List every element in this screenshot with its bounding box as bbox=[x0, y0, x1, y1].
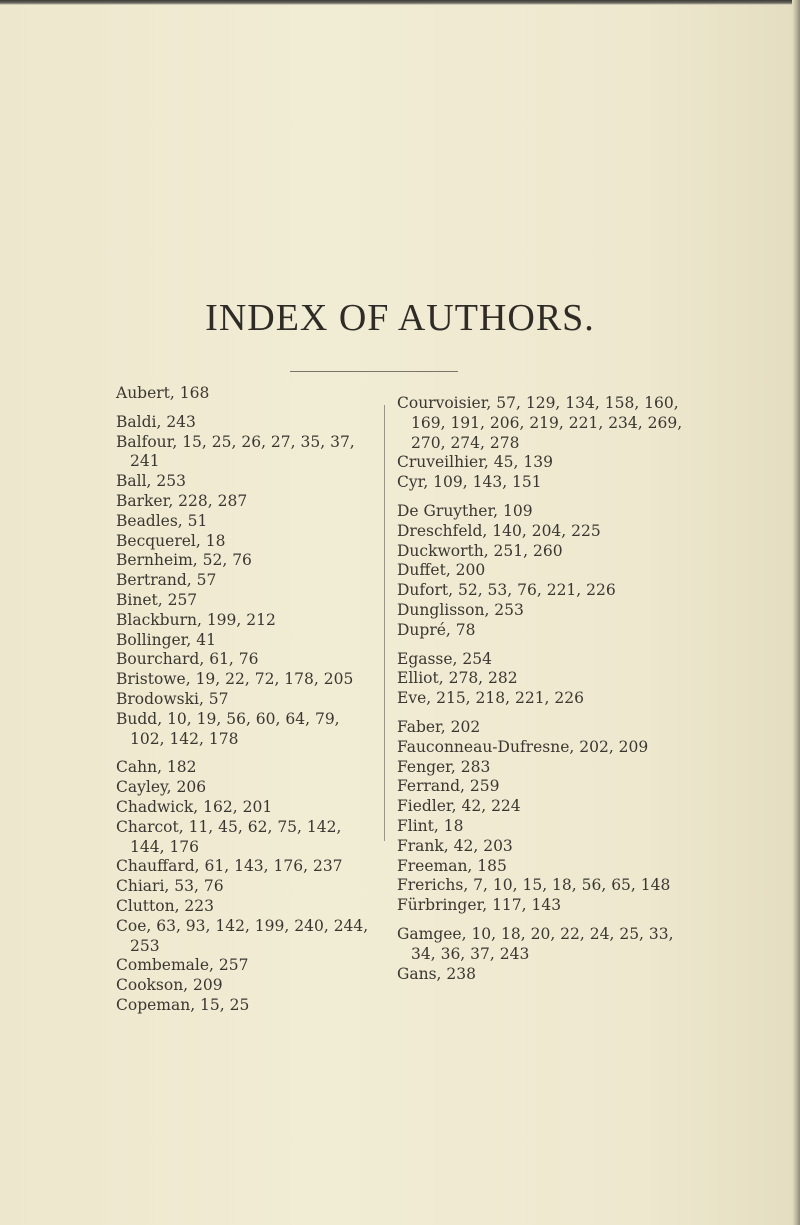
index-entry: Flint, 18 bbox=[397, 816, 464, 835]
index-entry: De Gruyther, 109 bbox=[397, 501, 533, 520]
index-entry: Cruveilhier, 45, 139 bbox=[397, 453, 553, 472]
index-entry: Bernheim, 52, 76 bbox=[116, 551, 252, 570]
index-column-left bbox=[116, 384, 378, 1016]
title-rule bbox=[290, 371, 458, 372]
index-entry: Egasse, 254 bbox=[397, 649, 492, 668]
index-entry: Elliot, 278, 282 bbox=[397, 669, 518, 688]
index-entry: Chiari, 53, 76 bbox=[116, 877, 224, 896]
index-entry: Duckworth, 251, 260 bbox=[397, 541, 563, 560]
index-entry: Bertrand, 57 bbox=[116, 571, 217, 590]
index-entry: Bourchard, 61, 76 bbox=[116, 650, 259, 669]
index-entry: Clutton, 223 bbox=[116, 896, 215, 915]
index-entry: Ferrand, 259 bbox=[397, 777, 500, 796]
page-top-shadow bbox=[0, 0, 800, 5]
index-entry: Faber, 202 bbox=[397, 717, 481, 736]
index-entry: Bollinger, 41 bbox=[116, 630, 216, 649]
index-entry: Coe, 63, 93, 142, 199, 240, 244, 253 bbox=[116, 916, 369, 955]
index-entry: Aubert, 168 bbox=[116, 384, 210, 402]
index-entry: Eve, 215, 218, 221, 226 bbox=[397, 689, 584, 708]
index-entry: Dreschfeld, 140, 204, 225 bbox=[397, 521, 601, 540]
index-entry: Dupré, 78 bbox=[397, 620, 476, 639]
index-entry: Cyr, 109, 143, 151 bbox=[397, 473, 542, 492]
index-entry: Frank, 42, 203 bbox=[397, 836, 513, 855]
index-entry: Becquerel, 18 bbox=[116, 531, 226, 550]
index-entry: Gans, 238 bbox=[397, 964, 476, 983]
index-entry: Courvoisier, 57, 129, 134, 158, 160, 169, 191, 206, 219, 221, 234, 269, 270, 274, 278 bbox=[397, 394, 683, 452]
index-entry: Dunglisson, 253 bbox=[397, 600, 524, 619]
index-entry: Bristowe, 19, 22, 72, 178, 205 bbox=[116, 670, 354, 689]
index-entry: Balfour, 15, 25, 26, 27, 35, 37, 241 bbox=[116, 432, 355, 471]
page-title: INDEX OF AUTHORS. bbox=[205, 297, 595, 339]
column-divider bbox=[384, 405, 385, 841]
page-right-edge bbox=[792, 0, 800, 1225]
index-entry: Dufort, 52, 53, 76, 221, 226 bbox=[397, 581, 616, 600]
index-entry: Fiedler, 42, 224 bbox=[397, 797, 521, 816]
index-entry: Duffet, 200 bbox=[397, 561, 486, 580]
index-entry: Combemale, 257 bbox=[116, 956, 249, 975]
index-column-right bbox=[397, 394, 697, 984]
index-entry: Cookson, 209 bbox=[116, 976, 223, 995]
index-entry: Brodowski, 57 bbox=[116, 689, 229, 708]
index-entry: Chadwick, 162, 201 bbox=[116, 797, 273, 816]
index-entry: Budd, 10, 19, 56, 60, 64, 79, 102, 142, 178 bbox=[116, 709, 340, 748]
index-entry: Cayley, 206 bbox=[116, 778, 207, 797]
index-entry: Chauffard, 61, 143, 176, 237 bbox=[116, 857, 343, 876]
index-entry: Fauconneau-Dufresne, 202, 209 bbox=[397, 737, 649, 756]
index-entry: Freeman, 185 bbox=[397, 856, 507, 875]
index-entry: Cahn, 182 bbox=[116, 758, 197, 777]
index-entry: Beadles, 51 bbox=[116, 511, 208, 530]
index-entry: Baldi, 243 bbox=[116, 412, 196, 431]
index-entry: Charcot, 11, 45, 62, 75, 142, 144, 176 bbox=[116, 817, 342, 856]
index-entry: Copeman, 15, 25 bbox=[116, 995, 250, 1014]
index-entry: Gamgee, 10, 18, 20, 22, 24, 25, 33, 34, 36, 37, 243 bbox=[397, 924, 674, 963]
index-entry: Fürbringer, 117, 143 bbox=[397, 896, 562, 915]
index-entry: Fenger, 283 bbox=[397, 757, 491, 776]
index-entry: Frerichs, 7, 10, 15, 18, 56, 65, 148 bbox=[397, 876, 671, 895]
index-entry: Ball, 253 bbox=[116, 472, 186, 491]
index-entry: Blackburn, 199, 212 bbox=[116, 610, 276, 629]
index-entry: Binet, 257 bbox=[116, 590, 198, 609]
index-entry: Barker, 228, 287 bbox=[116, 491, 248, 510]
